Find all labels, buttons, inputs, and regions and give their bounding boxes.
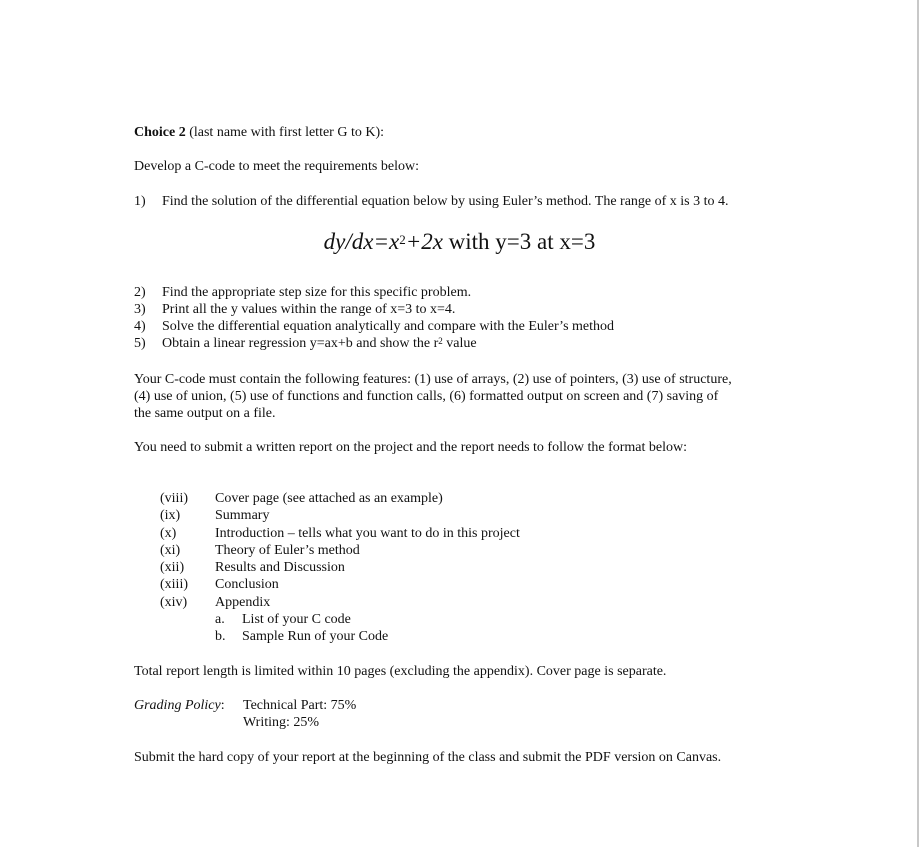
report-intro: You need to submit a written report on the project and the report needs to follow the format below:	[134, 440, 687, 455]
requirement-text: Find the solution of the differential equation below by using Euler’s method. The range of x is 3 to 4.	[162, 194, 729, 209]
report-item-number: (xii)	[160, 560, 185, 575]
requirement-text-wrap	[162, 335, 477, 352]
requirement-5	[0, 335, 919, 352]
report-item	[0, 542, 919, 559]
report-item-number: (xi)	[160, 543, 181, 558]
report-item-text: Introduction – tells what you want to do in this project	[215, 526, 520, 541]
requirement-text: Obtain a linear regression y=ax+b and show the r	[162, 336, 439, 351]
grading-policy	[134, 697, 225, 714]
equation-condition: with y=3 at x=3	[442, 229, 596, 254]
report-item-text: Cover page (see attached as an example)	[215, 491, 443, 506]
differential-equation	[0, 228, 919, 256]
equation-rhs: +2x	[405, 229, 443, 254]
requirement-1	[0, 193, 919, 210]
choice-criteria: (last name with first letter G to K):	[189, 125, 385, 140]
submission-note: Submit the hard copy of your report at the beginning of the class and submit the PDF version on Canvas.	[134, 750, 722, 765]
requirement-number: 1)	[134, 194, 146, 209]
appendix-item-letter: b.	[215, 629, 226, 644]
features-line-2: (4) use of union, (5) use of functions and function calls, (6) formatted output on screen and (7) saving of	[134, 389, 719, 404]
requirement-text: Solve the differential equation analytically and compare with the Euler’s method	[162, 319, 615, 334]
requirement-number: 4)	[134, 319, 146, 334]
requirement-number: 2)	[134, 285, 146, 300]
appendix-item	[0, 628, 919, 645]
requirement-number: 3)	[134, 302, 146, 317]
appendix-item	[0, 611, 919, 628]
report-item-number: (viii)	[160, 491, 188, 506]
report-item-number: (xiii)	[160, 577, 188, 592]
report-item	[0, 594, 919, 611]
appendix-item-text: Sample Run of your Code	[242, 629, 389, 644]
equation-exponent: 2	[399, 232, 406, 247]
choice-title: Choice 2	[134, 125, 186, 140]
report-item	[0, 490, 919, 507]
requirement-3	[0, 301, 919, 318]
report-length-note: Total report length is limited within 10 pages (excluding the appendix). Cover page is separate.	[134, 664, 667, 679]
features-line-1: Your C-code must contain the following features: (1) use of arrays, (2) use of pointers, (3) use of structure,	[134, 372, 732, 387]
report-item-text: Appendix	[215, 595, 271, 610]
r-squared-exponent: 2	[438, 336, 443, 346]
appendix-item-text: List of your C code	[242, 612, 351, 627]
report-item-text: Summary	[215, 508, 270, 523]
requirement-2	[0, 284, 919, 301]
grading-writing: Writing: 25%	[243, 715, 320, 730]
features-line-3: the same output on a file.	[134, 406, 276, 421]
report-item	[0, 507, 919, 524]
grading-policy-label: Grading Policy	[134, 698, 221, 713]
requirement-text: Print all the y values within the range of x=3 to x=4.	[162, 302, 456, 317]
appendix-item-letter: a.	[215, 612, 225, 627]
requirement-number: 5)	[134, 336, 146, 351]
report-item	[0, 525, 919, 542]
requirement-text: Find the appropriate step size for this specific problem.	[162, 285, 472, 300]
requirement-4	[0, 318, 919, 335]
intro-text: Develop a C-code to meet the requirements below:	[134, 159, 419, 174]
requirement-tail: value	[442, 336, 477, 351]
report-item-number: (ix)	[160, 508, 181, 523]
choice-heading	[134, 124, 384, 141]
grading-colon: :	[220, 698, 225, 713]
report-item-text: Results and Discussion	[215, 560, 345, 575]
report-item-number: (x)	[160, 526, 177, 541]
equation-lhs: dy/dx=x	[323, 229, 400, 254]
report-item	[0, 576, 919, 593]
report-item-text: Theory of Euler’s method	[215, 543, 360, 558]
report-item-text: Conclusion	[215, 577, 279, 592]
grading-technical: Technical Part: 75%	[243, 698, 357, 713]
report-item-number: (xiv)	[160, 595, 188, 610]
report-item	[0, 559, 919, 576]
